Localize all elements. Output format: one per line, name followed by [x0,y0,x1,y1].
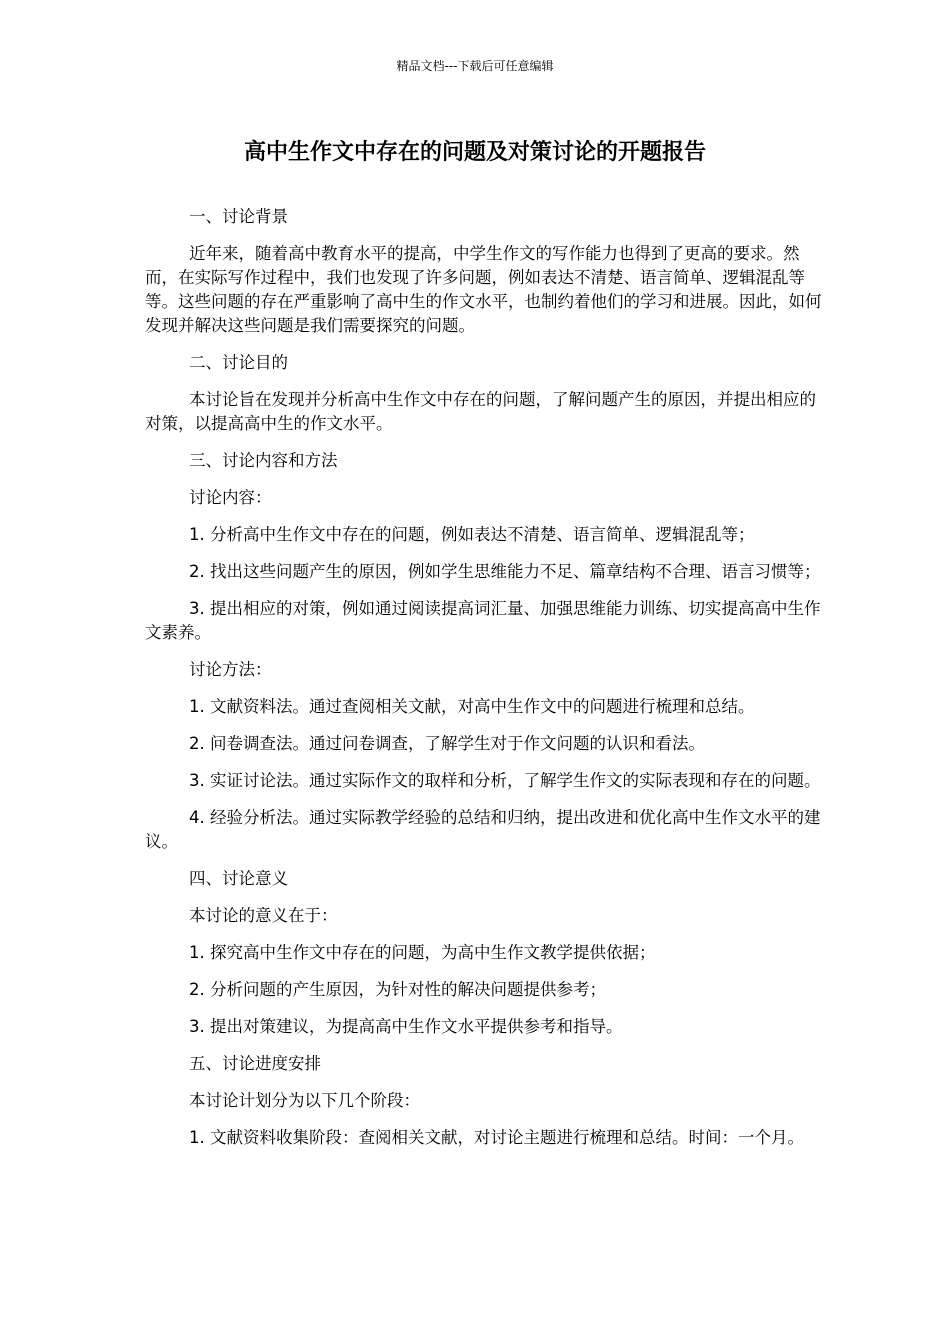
paragraph-purpose: 本讨论旨在发现并分析高中生作文中存在的问题，了解问题产生的原因，并提出相应的对策，以提高高中生的作文水平。 [145,390,816,433]
section-heading-background: 一、讨论背景 [189,207,288,226]
list-item: 1. 分析高中生作文中存在的问题，例如表达不清楚、语言简单、逻辑混乱等； [189,525,755,544]
paragraph-background: 近年来，随着高中教育水平的提高，中学生作文的写作能力也得到了更高的要求。然而，在实际写作过程中，我们也发现了许多问题，例如表达不清楚、语言简单、逻辑混乱等等。这些问题的存在严重影响了高中生的作文水平，也制约着他们的学习和进展。因此，如何发现并解决这些问题是我们需要探究的问题。 [145,244,822,335]
list-item: 4. 经验分析法。通过实际教学经验的总结和归纳，提出改进和优化高中生作文水平的建议。 [145,808,821,851]
paragraph-schedule-intro: 本讨论计划分为以下几个阶段： [189,1091,420,1110]
header-note: 精品文档---下载后可任意编辑 [396,59,554,73]
section-heading-purpose: 二、讨论目的 [189,353,288,372]
document-body [145,205,825,1163]
list-item: 2. 找出这些问题产生的原因，例如学生思维能力不足、篇章结构不合理、语言习惯等； [189,562,821,581]
section-heading-content-method: 三、讨论内容和方法 [189,451,338,470]
document-title: 高中生作文中存在的问题及对策讨论的开题报告 [243,140,706,165]
list-item: 3. 提出相应的对策，例如通过阅读提高词汇量、加强思维能力训练、切实提高高中生作文素养。 [145,599,821,642]
list-item: 1. 文献资料收集阶段：查阅相关文献，对讨论主题进行梳理和总结。时间：一个月。 [189,1128,804,1147]
list-item: 3. 实证讨论法。通过实际作文的取样和分析，了解学生作文的实际表现和存在的问题。 [189,771,821,790]
list-item: 3. 提出对策建议，为提高高中生作文水平提供参考和指导。 [189,1017,623,1036]
list-item: 2. 分析问题的产生原因，为针对性的解决问题提供参考； [189,980,606,999]
subheading-content: 讨论内容： [189,488,272,507]
section-heading-significance: 四、讨论意义 [189,869,288,888]
paragraph-significance-intro: 本讨论的意义在于： [189,906,338,925]
list-item: 1. 探究高中生作文中存在的问题，为高中生作文教学提供依据； [189,943,656,962]
subheading-method: 讨论方法： [189,660,272,679]
list-item: 2. 问卷调查法。通过问卷调查，了解学生对于作文问题的认识和看法。 [189,734,705,753]
section-heading-schedule: 五、讨论进度安排 [189,1054,321,1073]
list-item: 1. 文献资料法。通过查阅相关文献，对高中生作文中的问题进行梳理和总结。 [189,697,755,716]
